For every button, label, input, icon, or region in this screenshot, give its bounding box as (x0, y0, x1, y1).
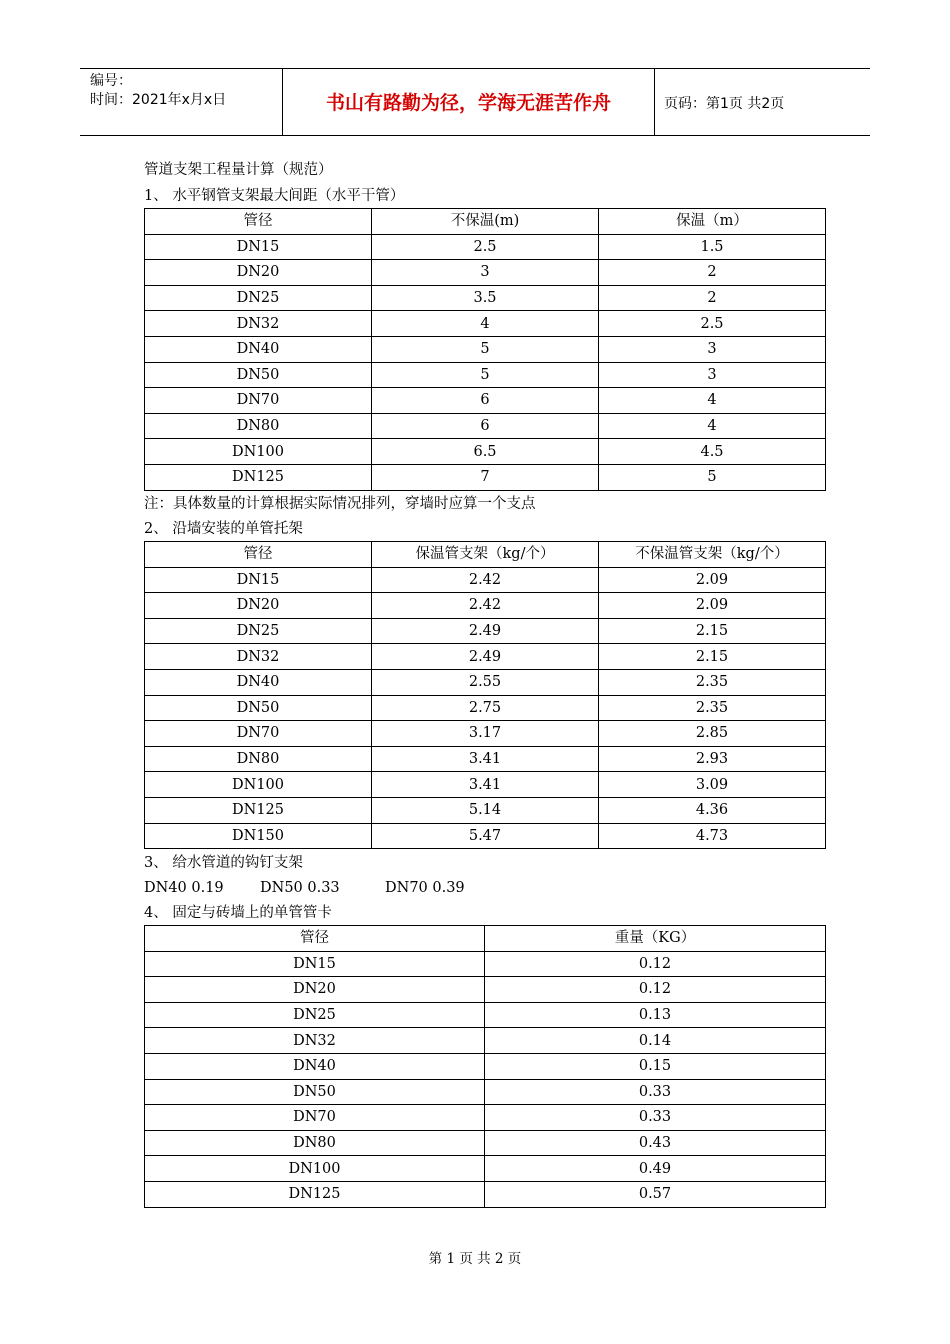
column-header: 管径 (145, 209, 372, 235)
table-row (145, 797, 826, 823)
header-divider-right (654, 68, 655, 135)
table-row (145, 593, 826, 619)
table-row (145, 388, 826, 414)
table-row (145, 1028, 826, 1054)
header-page-label: 页码：第1页 共2页 (664, 96, 785, 112)
table-cell: DN32 (145, 1028, 485, 1054)
section3-item-dn70: DN70 0.39 (385, 880, 465, 896)
table-cell: DN125 (145, 797, 372, 823)
table-cell: 0.12 (485, 951, 826, 977)
column-header: 不保温管支架（kg/个） (599, 542, 826, 568)
table-cell: DN70 (145, 388, 372, 414)
section2-table (144, 541, 826, 849)
table-cell: DN32 (145, 644, 372, 670)
table-row (145, 746, 826, 772)
table-row (145, 618, 826, 644)
table-cell: 6 (372, 388, 599, 414)
section4-title: 4、 固定与砖墙上的单管管卡 (144, 905, 332, 921)
table-row (145, 413, 826, 439)
table-row (145, 311, 826, 337)
table-cell: DN80 (145, 413, 372, 439)
table-cell: 2.93 (599, 746, 826, 772)
section1-table (144, 208, 826, 491)
table-cell: DN125 (145, 1181, 485, 1207)
table-row (145, 260, 826, 286)
table-cell: 2.55 (372, 669, 599, 695)
table-cell: DN50 (145, 1079, 485, 1105)
table-cell: 2 (599, 285, 826, 311)
section3-item-dn50: DN50 0.33 (260, 880, 340, 896)
table-row (145, 721, 826, 747)
table-cell: DN32 (145, 311, 372, 337)
table-cell: 2.5 (599, 311, 826, 337)
table-row (145, 464, 826, 490)
section2-title: 2、 沿墙安装的单管托架 (144, 521, 303, 537)
document-title: 管道支架工程量计算（规范） (144, 162, 333, 178)
table-row (145, 951, 826, 977)
table-row (145, 1156, 826, 1182)
table-cell: 0.15 (485, 1053, 826, 1079)
table-row (145, 1181, 826, 1207)
table-cell: 5 (599, 464, 826, 490)
table-cell: 4 (599, 413, 826, 439)
table-cell: 3.17 (372, 721, 599, 747)
section4-table (144, 925, 826, 1208)
table-cell: DN20 (145, 593, 372, 619)
table-cell: DN150 (145, 823, 372, 849)
table-cell: 3 (372, 260, 599, 286)
table-cell: 3.5 (372, 285, 599, 311)
section3-item-dn40: DN40 0.19 (144, 880, 224, 896)
table-cell: 2.35 (599, 669, 826, 695)
table-cell: 7 (372, 464, 599, 490)
table-cell: 2.5 (372, 234, 599, 260)
table-row (145, 336, 826, 362)
column-header: 保温（m） (599, 209, 826, 235)
table-cell: 2.75 (372, 695, 599, 721)
column-header: 重量（KG） (485, 926, 826, 952)
table-cell: DN50 (145, 695, 372, 721)
table-row (145, 1002, 826, 1028)
table-cell: 3.41 (372, 746, 599, 772)
section1-note: 注：具体数量的计算根据实际情况排列，穿墙时应算一个支点 (144, 496, 536, 512)
header-number-label: 编号： (90, 73, 132, 89)
header-bottom-rule (80, 135, 870, 136)
table-row (145, 772, 826, 798)
column-header: 不保温(m) (372, 209, 599, 235)
table-cell: 5 (372, 336, 599, 362)
table-cell: 2.42 (372, 567, 599, 593)
table-cell: 0.14 (485, 1028, 826, 1054)
table-cell: 0.12 (485, 977, 826, 1003)
table-cell: 2.42 (372, 593, 599, 619)
table-cell: DN70 (145, 721, 372, 747)
table-row (145, 977, 826, 1003)
table-cell: 4 (372, 311, 599, 337)
page-footer: 第 1 页 共 2 页 (428, 1251, 522, 1267)
section2-table-body (145, 542, 826, 849)
table-cell: 1.5 (599, 234, 826, 260)
table-row (145, 695, 826, 721)
table-cell: 4.5 (599, 439, 826, 465)
table-cell: 6 (372, 413, 599, 439)
table-cell: DN100 (145, 439, 372, 465)
table-cell: DN25 (145, 618, 372, 644)
table-cell: DN25 (145, 1002, 485, 1028)
table-cell: 3.41 (372, 772, 599, 798)
table-row (145, 644, 826, 670)
table-cell: 0.33 (485, 1105, 826, 1131)
table-cell: 2.85 (599, 721, 826, 747)
table-cell: 5.14 (372, 797, 599, 823)
table-cell: 0.33 (485, 1079, 826, 1105)
table-cell: DN80 (145, 746, 372, 772)
column-header: 管径 (145, 542, 372, 568)
table-cell: 2.09 (599, 593, 826, 619)
table-row (145, 1105, 826, 1131)
table-cell: DN40 (145, 669, 372, 695)
table-cell: 2 (599, 260, 826, 286)
table-cell: DN15 (145, 567, 372, 593)
section1-table-body (145, 209, 826, 491)
table-header-row (145, 542, 826, 568)
table-cell: 3 (599, 362, 826, 388)
table-cell: DN40 (145, 336, 372, 362)
table-row (145, 1130, 826, 1156)
table-row (145, 234, 826, 260)
table-cell: DN80 (145, 1130, 485, 1156)
table-cell: 2.49 (372, 644, 599, 670)
table-cell: 5.47 (372, 823, 599, 849)
header-motto: 书山有路勤为径，学海无涯苦作舟 (325, 92, 611, 114)
table-cell: 4.73 (599, 823, 826, 849)
table-row (145, 362, 826, 388)
table-cell: 4 (599, 388, 826, 414)
table-cell: 0.43 (485, 1130, 826, 1156)
table-cell: DN15 (145, 951, 485, 977)
table-row (145, 1053, 826, 1079)
table-cell: DN20 (145, 260, 372, 286)
table-cell: 5 (372, 362, 599, 388)
table-row (145, 823, 826, 849)
table-cell: DN20 (145, 977, 485, 1003)
table-row (145, 1079, 826, 1105)
table-cell: 3.09 (599, 772, 826, 798)
table-cell: DN40 (145, 1053, 485, 1079)
table-cell: 2.15 (599, 644, 826, 670)
table-row (145, 285, 826, 311)
table-cell: DN50 (145, 362, 372, 388)
table-cell: 2.35 (599, 695, 826, 721)
table-cell: DN70 (145, 1105, 485, 1131)
table-row (145, 669, 826, 695)
table-cell: 6.5 (372, 439, 599, 465)
column-header: 管径 (145, 926, 485, 952)
table-cell: 2.15 (599, 618, 826, 644)
header-time-label: 时间：2021年x月x日 (90, 92, 227, 108)
section4-table-body (145, 926, 826, 1208)
section3-title: 3、 给水管道的钩钉支架 (144, 855, 303, 871)
table-header-row (145, 926, 826, 952)
table-cell: DN100 (145, 772, 372, 798)
table-cell: 0.57 (485, 1181, 826, 1207)
table-row (145, 439, 826, 465)
column-header: 保温管支架（kg/个） (372, 542, 599, 568)
table-cell: 2.49 (372, 618, 599, 644)
table-cell: DN100 (145, 1156, 485, 1182)
table-cell: 3 (599, 336, 826, 362)
table-cell: 4.36 (599, 797, 826, 823)
table-cell: DN125 (145, 464, 372, 490)
table-cell: DN15 (145, 234, 372, 260)
table-cell: 2.09 (599, 567, 826, 593)
section1-title: 1、 水平钢管支架最大间距（水平干管） (144, 188, 405, 204)
table-header-row (145, 209, 826, 235)
table-row (145, 567, 826, 593)
table-cell: DN25 (145, 285, 372, 311)
table-cell: 0.49 (485, 1156, 826, 1182)
table-cell: 0.13 (485, 1002, 826, 1028)
